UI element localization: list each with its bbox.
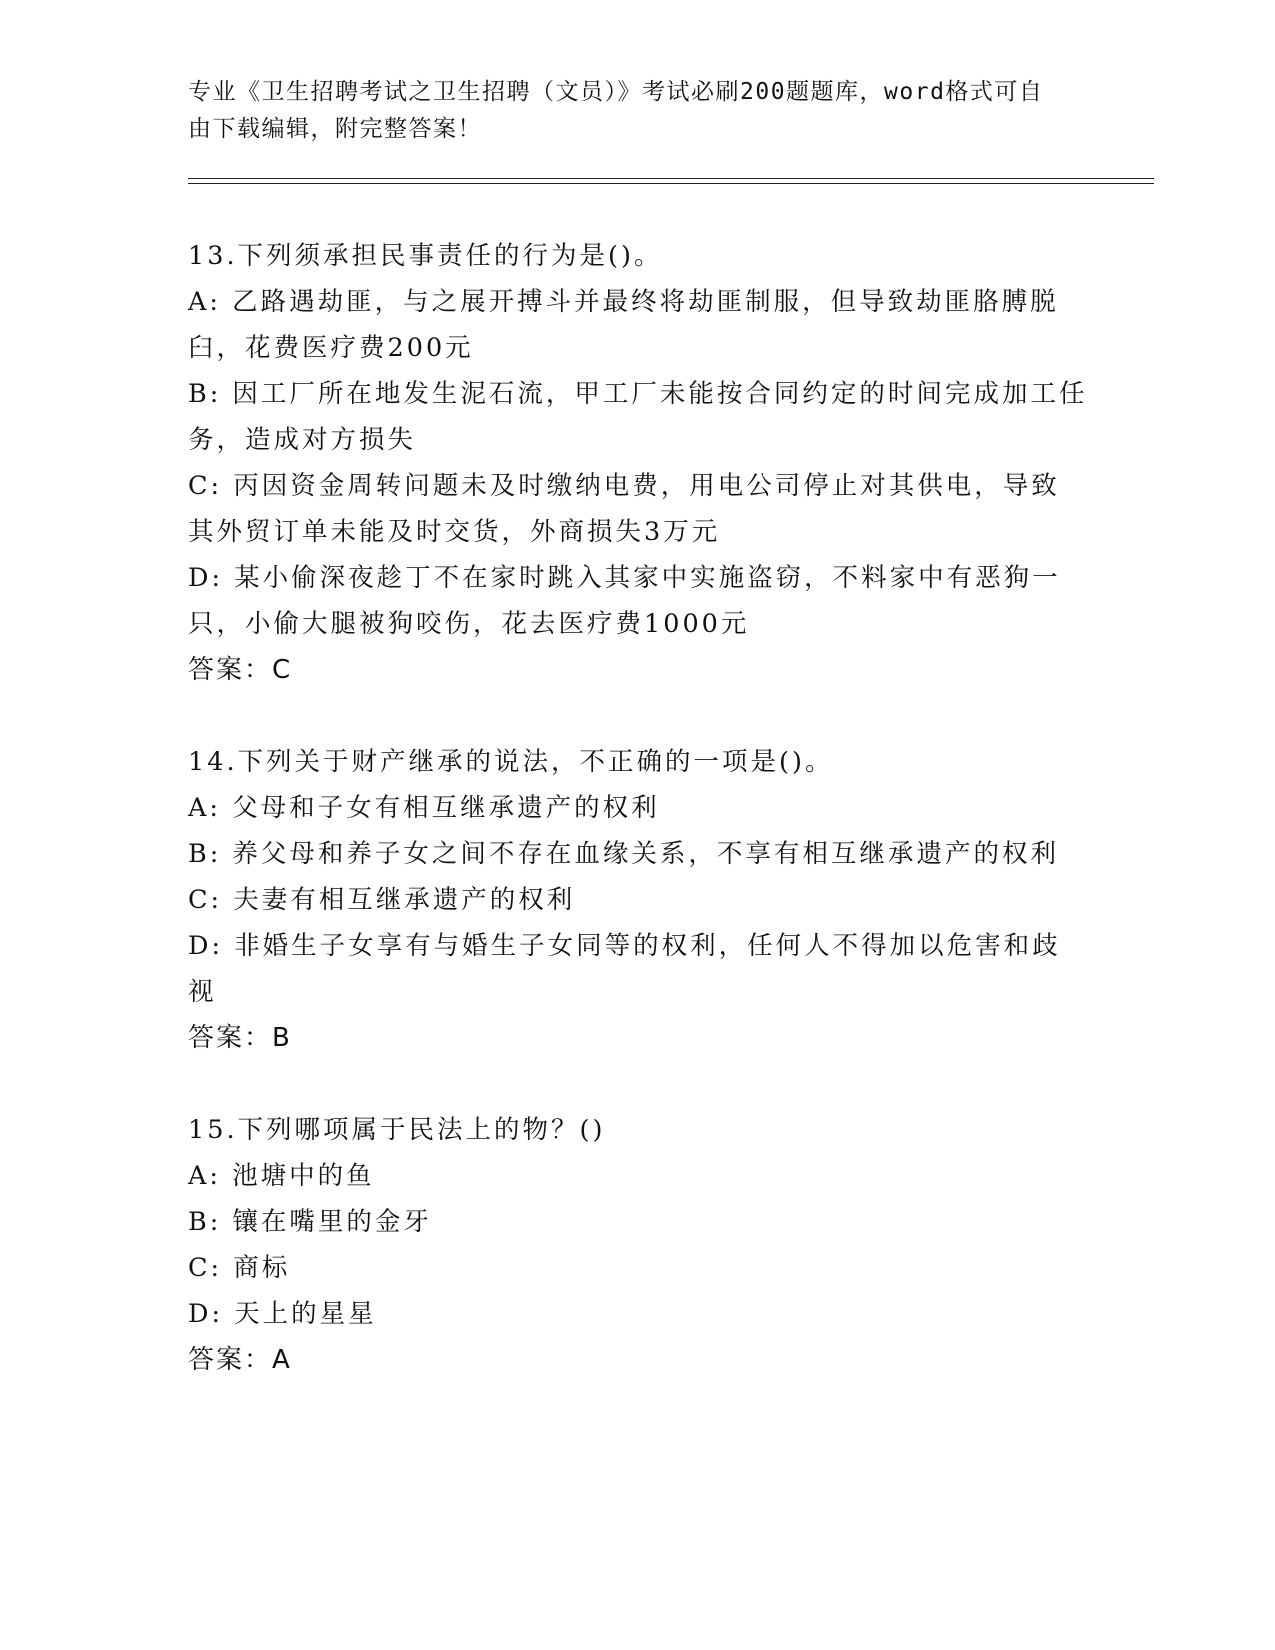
header-divider-bottom	[188, 183, 1154, 184]
answer-label: 答案：A	[188, 1345, 292, 1375]
option-c: C: 商标	[188, 1253, 291, 1283]
question-stem: 13.下列须承担民事责任的行为是()。	[188, 241, 663, 271]
document-header	[188, 74, 1068, 148]
header-divider-top	[188, 178, 1154, 179]
answer-label: 答案：B	[188, 1023, 292, 1053]
option-d: D: 天上的星星	[188, 1299, 377, 1329]
option-d: D: 非婚生子女享有与婚生子女同等的权利，任何人不得加以危害和歧视	[188, 931, 1061, 1007]
option-a: A: 父母和子女有相互继承遗产的权利	[188, 793, 660, 823]
option-c: C: 丙因资金周转问题未及时缴纳电费，用电公司停止对其供电，导致其外贸订单未能及时交货，外商损失3万元	[188, 471, 1060, 547]
header-line-1: 专业《卫生招聘考试之卫生招聘（文员）》考试必刷200题题库，word格式可自	[188, 79, 1044, 105]
question-stem: 15.下列哪项属于民法上的物？()	[188, 1115, 606, 1145]
option-b: B: 因工厂所在地发生泥石流，甲工厂未能按合同约定的时间完成加工任务，造成对方损失	[188, 379, 1088, 455]
question-14	[188, 739, 1088, 1061]
option-b: B: 镶在嘴里的金牙	[188, 1207, 432, 1237]
option-d: D: 某小偷深夜趁丁不在家时跳入其家中实施盗窃，不料家中有恶狗一只，小偷大腿被狗咬伤，花去医疗费1000元	[188, 563, 1061, 639]
option-a: A: 池塘中的鱼	[188, 1161, 375, 1191]
header-line-2: 由下载编辑，附完整答案！	[188, 116, 482, 142]
option-a: A: 乙路遇劫匪，与之展开搏斗并最终将劫匪制服，但导致劫匪胳膊脱臼，花费医疗费200元	[188, 287, 1059, 363]
option-b: B: 养父母和养子女之间不存在血缘关系，不享有相互继承遗产的权利	[188, 839, 1059, 869]
answer-label: 答案：C	[188, 655, 293, 685]
option-c: C: 夫妻有相互继承遗产的权利	[188, 885, 576, 915]
question-list	[188, 233, 1088, 1429]
question-15	[188, 1107, 1088, 1383]
question-13	[188, 233, 1088, 693]
question-stem: 14.下列关于财产继承的说法，不正确的一项是()。	[188, 747, 834, 777]
